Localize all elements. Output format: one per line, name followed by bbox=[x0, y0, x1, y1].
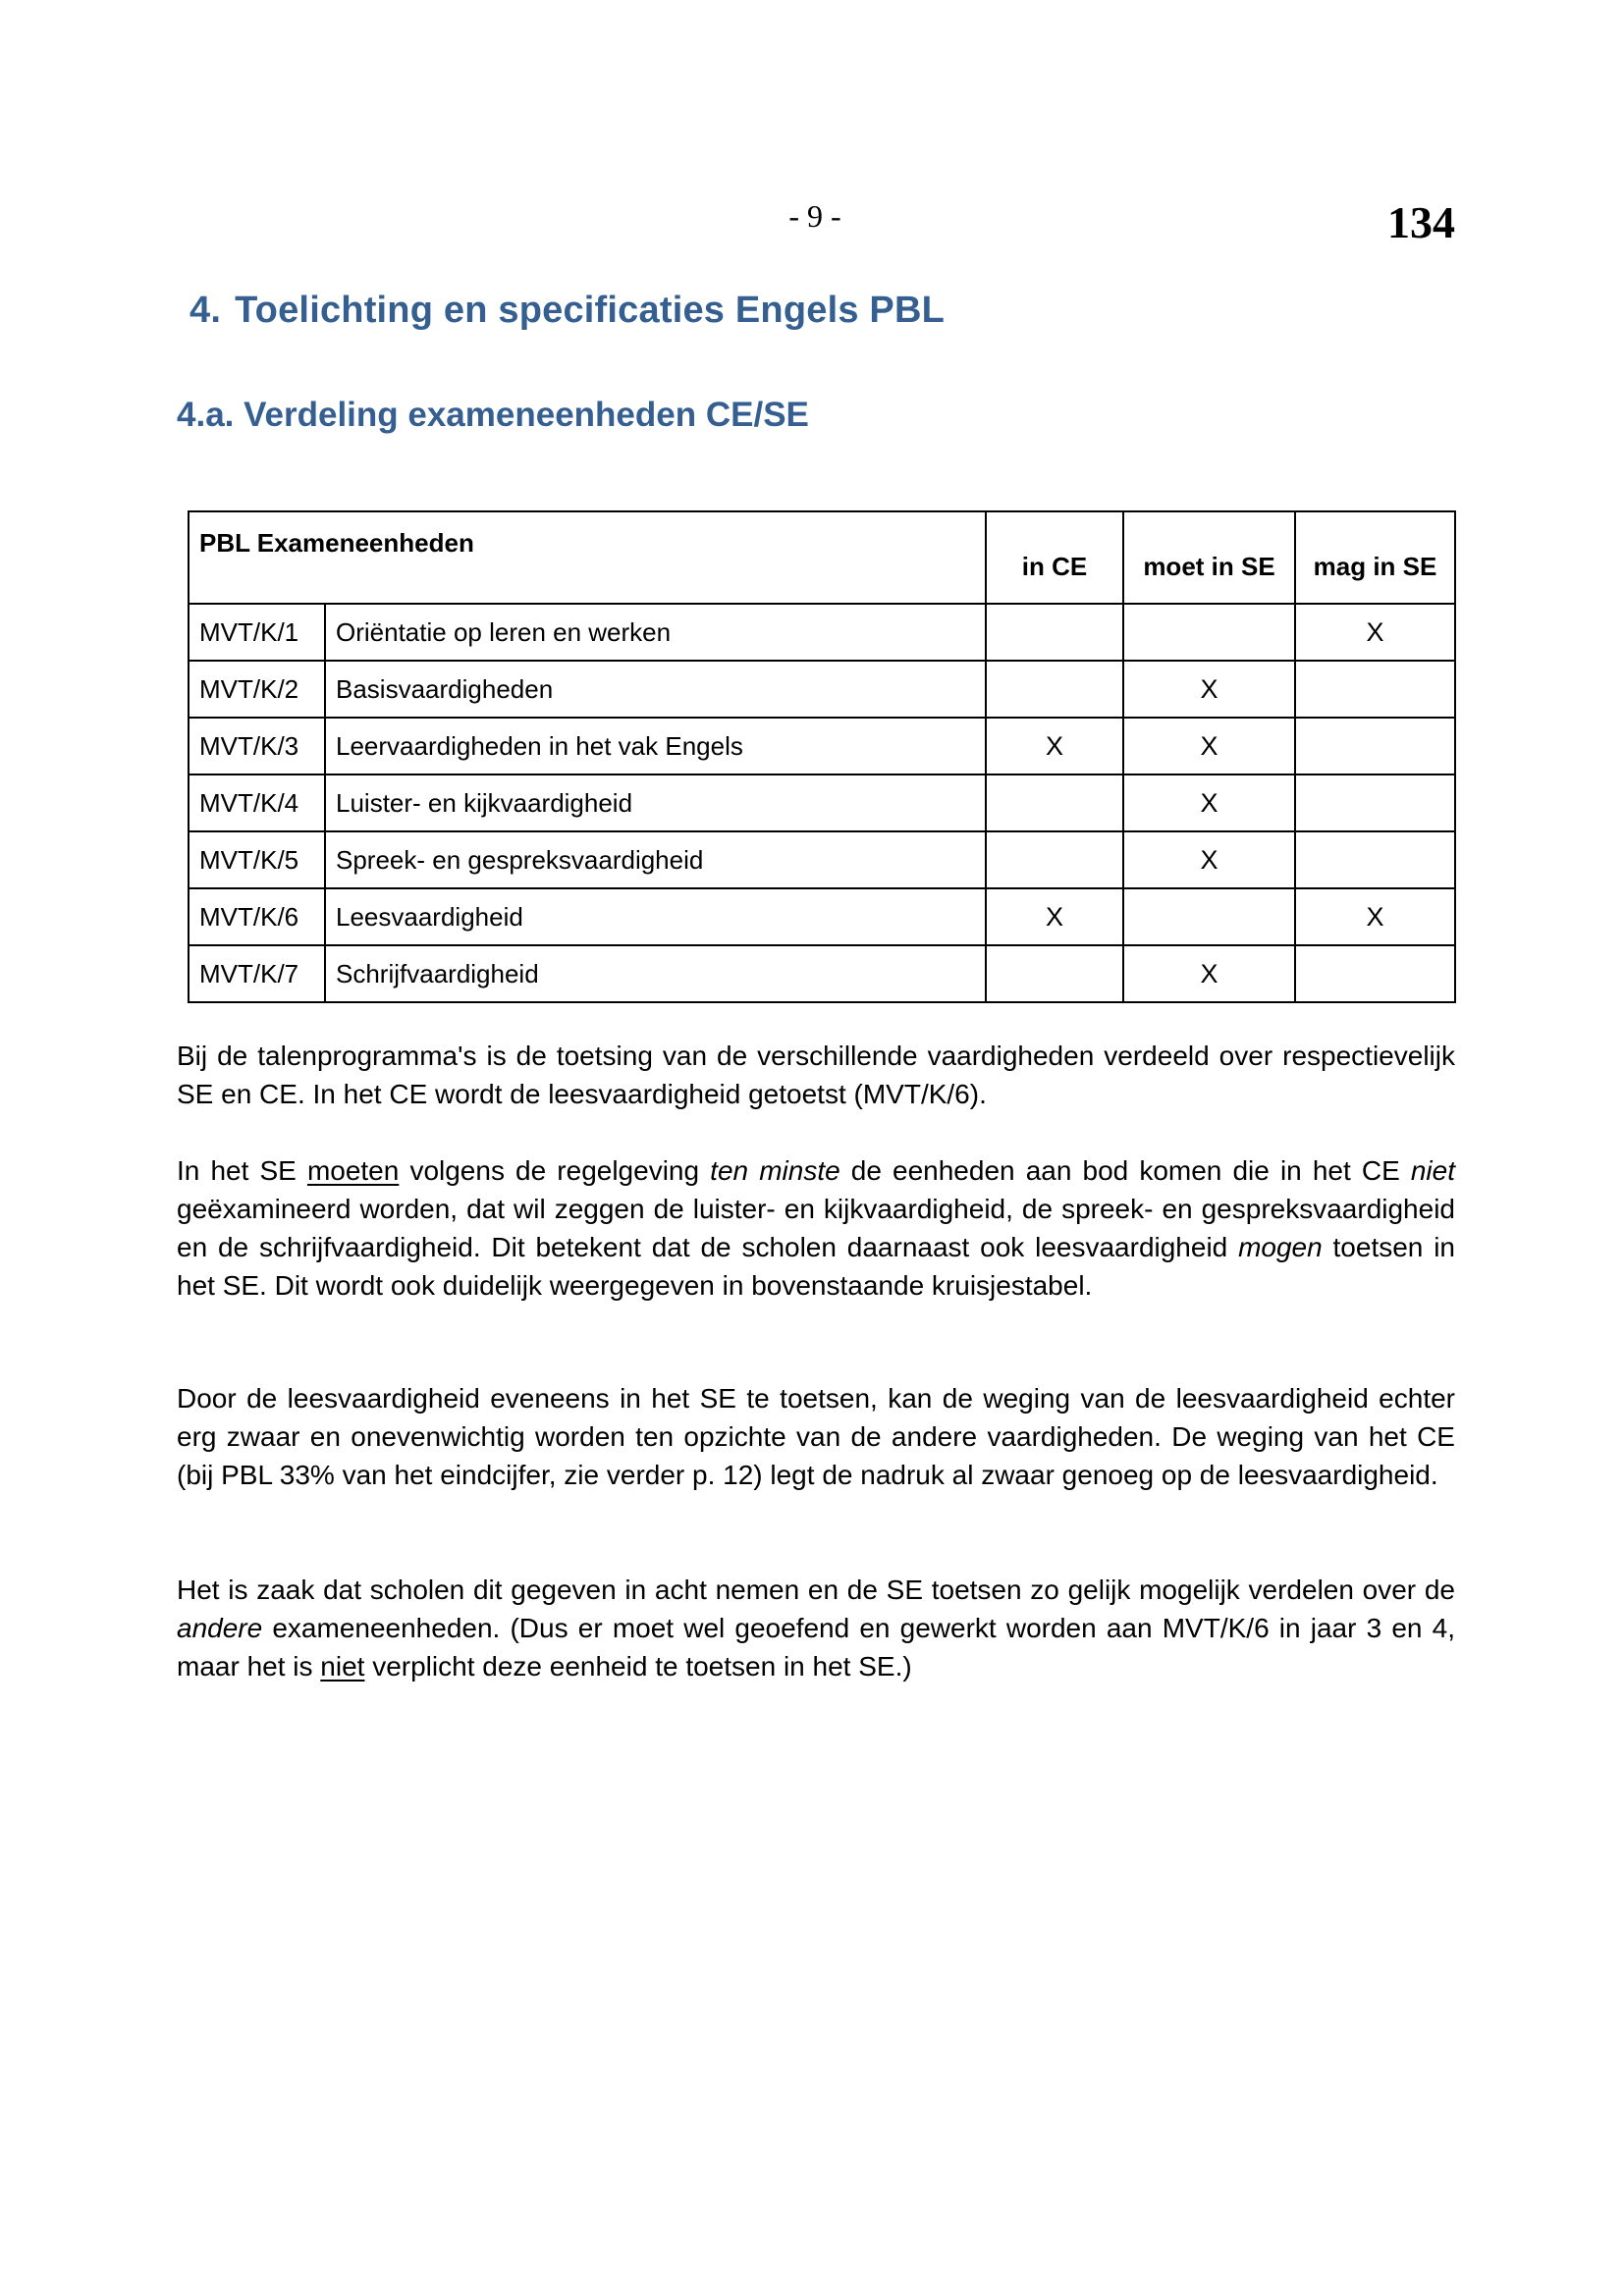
paragraph-advice bbox=[177, 1571, 1455, 1685]
text-run: verplicht deze eenheid te toetsen in het SE.) bbox=[364, 1651, 912, 1682]
document-number: 134 bbox=[1387, 197, 1455, 247]
moet-in-se-mark: X bbox=[1123, 718, 1295, 774]
column-header-units: PBL Exameneenheden bbox=[189, 511, 986, 604]
text-run: In het SE bbox=[177, 1155, 307, 1186]
unit-code: MVT/K/7 bbox=[189, 945, 325, 1002]
subsection-heading: 4.a. Verdeling exameneenheden CE/SE bbox=[177, 396, 809, 434]
table-row bbox=[189, 604, 1455, 661]
unit-description: Spreek- en gespreksvaardigheid bbox=[325, 831, 986, 888]
moet-in-se-mark: X bbox=[1123, 661, 1295, 718]
in-ce-mark bbox=[986, 604, 1123, 661]
emphasis-italic: niet bbox=[1410, 1155, 1456, 1186]
text-run: de eenheden aan bod komen die in het CE bbox=[839, 1155, 1411, 1186]
paragraph-se-requirements bbox=[177, 1151, 1455, 1305]
emphasis-underline: niet bbox=[320, 1651, 365, 1682]
in-ce-mark bbox=[986, 661, 1123, 718]
unit-description: Basisvaardigheden bbox=[325, 661, 986, 718]
text-run: geëxamineerd worden, dat wil zeggen de luister- en kijkvaardigheid, de spreek- en gespreksvaardigheid en de schrijfvaardigheid. Dit betekent dat de scholen daarnaast ook leesvaardigheid bbox=[177, 1194, 1455, 1262]
in-ce-mark bbox=[986, 774, 1123, 831]
text-run: Het is zaak dat scholen dit gegeven in acht nemen en de SE toetsen zo gelijk mogelijk verdelen over de bbox=[177, 1575, 1455, 1605]
mag-in-se-mark bbox=[1295, 774, 1455, 831]
table-row bbox=[189, 661, 1455, 718]
table-header-row bbox=[189, 511, 1455, 604]
in-ce-mark: X bbox=[986, 888, 1123, 945]
text-run: toetsen in het SE. Dit wordt ook duidelijk weergegeven in bovenstaande kruisjestabel. bbox=[177, 1232, 1455, 1301]
table-row bbox=[189, 831, 1455, 888]
in-ce-mark bbox=[986, 945, 1123, 1002]
text-run: exameneenheden. (Dus er moet wel geoefend en gewerkt worden aan MVT/K/6 in jaar 3 en 4, maar het is bbox=[177, 1613, 1455, 1682]
unit-code: MVT/K/5 bbox=[189, 831, 325, 888]
unit-code: MVT/K/2 bbox=[189, 661, 325, 718]
emphasis-italic: andere bbox=[177, 1613, 263, 1643]
unit-description: Oriëntatie op leren en werken bbox=[325, 604, 986, 661]
table-row bbox=[189, 718, 1455, 774]
table-row bbox=[189, 945, 1455, 1002]
mag-in-se-mark bbox=[1295, 831, 1455, 888]
column-header-in-ce: in CE bbox=[986, 511, 1123, 604]
unit-code: MVT/K/4 bbox=[189, 774, 325, 831]
emphasis-italic: ten minste bbox=[710, 1155, 840, 1186]
moet-in-se-mark: X bbox=[1123, 831, 1295, 888]
in-ce-mark: X bbox=[986, 718, 1123, 774]
column-header-mag-in-se: mag in SE bbox=[1295, 511, 1455, 604]
section-title: Toelichting en specificaties Engels PBL bbox=[235, 290, 946, 331]
unit-description: Schrijfvaardigheid bbox=[325, 945, 986, 1002]
unit-code: MVT/K/3 bbox=[189, 718, 325, 774]
column-header-moet-in-se: moet in SE bbox=[1123, 511, 1295, 604]
section-number: 4. bbox=[189, 290, 222, 331]
exam-units-table bbox=[188, 510, 1456, 1003]
emphasis-italic: mogen bbox=[1238, 1232, 1323, 1262]
unit-description: Leesvaardigheid bbox=[325, 888, 986, 945]
unit-code: MVT/K/6 bbox=[189, 888, 325, 945]
page-number: - 9 - bbox=[788, 198, 841, 234]
section-heading bbox=[189, 290, 945, 332]
table-row bbox=[189, 888, 1455, 945]
moet-in-se-mark: X bbox=[1123, 774, 1295, 831]
moet-in-se-mark bbox=[1123, 888, 1295, 945]
paragraph-weighting: Door de leesvaardigheid eveneens in het SE te toetsen, kan de weging van de leesvaardigheid echter erg zwaar en onevenwichtig worden ten opzichte van de andere vaardigheden. De weging van het CE (bij PBL 33% van het eindcijfer, zie verder p. 12) legt de nadruk al zwaar genoeg op de leesvaardigheid. bbox=[177, 1383, 1455, 1490]
paragraph-distribution: Bij de talenprogramma's is de toetsing van de verschillende vaardigheden verdeeld over respectievelijk SE en CE. In het CE wordt de leesvaardigheid getoetst (MVT/K/6). bbox=[177, 1041, 1455, 1109]
text-run: volgens de regelgeving bbox=[399, 1155, 711, 1186]
moet-in-se-mark bbox=[1123, 604, 1295, 661]
in-ce-mark bbox=[986, 831, 1123, 888]
emphasis-underline: moeten bbox=[306, 1155, 400, 1186]
unit-description: Luister- en kijkvaardigheid bbox=[325, 774, 986, 831]
moet-in-se-mark: X bbox=[1123, 945, 1295, 1002]
mag-in-se-mark: X bbox=[1295, 604, 1455, 661]
unit-description: Leervaardigheden in het vak Engels bbox=[325, 718, 986, 774]
unit-code: MVT/K/1 bbox=[189, 604, 325, 661]
mag-in-se-mark bbox=[1295, 718, 1455, 774]
mag-in-se-mark bbox=[1295, 945, 1455, 1002]
mag-in-se-mark bbox=[1295, 661, 1455, 718]
table-row bbox=[189, 774, 1455, 831]
mag-in-se-mark: X bbox=[1295, 888, 1455, 945]
